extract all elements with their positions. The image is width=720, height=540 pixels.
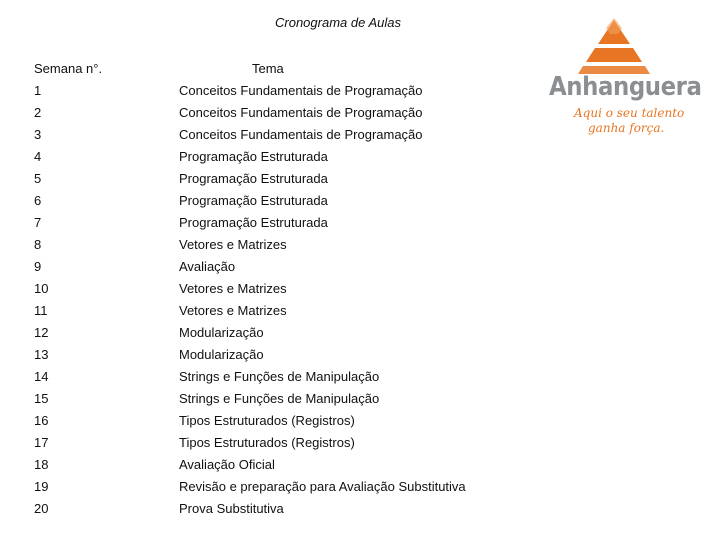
row-semana: 2 <box>34 105 42 120</box>
brand-name: Anhanguera <box>549 72 702 102</box>
row-tema: Strings e Funções de Manipulação <box>179 369 380 384</box>
row-tema: Strings e Funções de Manipulação <box>179 391 380 406</box>
row-semana: 18 <box>34 457 49 472</box>
row-semana: 17 <box>34 435 49 450</box>
row-tema: Avaliação <box>179 259 236 274</box>
row-tema: Revisão e preparação para Avaliação Substitutiva <box>179 479 466 494</box>
row-tema: Conceitos Fundamentais de Programação <box>179 83 423 98</box>
row-tema: Programação Estruturada <box>179 149 328 164</box>
header-tema: Tema <box>252 61 284 76</box>
row-semana: 1 <box>34 83 42 98</box>
row-tema: Tipos Estruturados (Registros) <box>179 413 355 428</box>
row-semana: 12 <box>34 325 49 340</box>
row-tema: Programação Estruturada <box>179 193 328 208</box>
row-semana: 15 <box>34 391 49 406</box>
row-tema: Vetores e Matrizes <box>179 237 287 252</box>
page-title: Cronograma de Aulas <box>275 15 401 30</box>
row-tema: Conceitos Fundamentais de Programação <box>179 105 423 120</box>
brand-tagline <box>574 106 684 136</box>
row-semana: 8 <box>34 237 42 252</box>
row-tema: Avaliação Oficial <box>179 457 275 472</box>
row-semana: 5 <box>34 171 42 186</box>
row-semana: 11 <box>34 303 48 318</box>
tagline-line-2: ganha força. <box>588 121 665 135</box>
header-semana: Semana n°. <box>34 61 103 76</box>
row-semana: 19 <box>34 479 49 494</box>
row-semana: 4 <box>34 149 42 164</box>
tagline-line-1: Aqui o seu talento <box>574 106 685 120</box>
row-semana: 13 <box>34 347 49 362</box>
row-tema: Modularização <box>179 347 264 362</box>
row-tema: Prova Substitutiva <box>179 501 284 516</box>
row-tema: Conceitos Fundamentais de Programação <box>179 127 423 142</box>
row-semana: 3 <box>34 127 42 142</box>
row-tema: Modularização <box>179 325 264 340</box>
row-semana: 20 <box>34 501 49 516</box>
row-semana: 14 <box>34 369 49 384</box>
row-tema: Programação Estruturada <box>179 215 328 230</box>
row-tema: Programação Estruturada <box>179 171 328 186</box>
row-semana: 9 <box>34 259 42 274</box>
row-tema: Vetores e Matrizes <box>179 303 287 318</box>
row-semana: 7 <box>34 215 42 230</box>
row-semana: 10 <box>34 281 49 296</box>
row-semana: 16 <box>34 413 49 428</box>
row-tema: Tipos Estruturados (Registros) <box>179 435 355 450</box>
row-tema: Vetores e Matrizes <box>179 281 287 296</box>
row-semana: 6 <box>34 193 42 208</box>
